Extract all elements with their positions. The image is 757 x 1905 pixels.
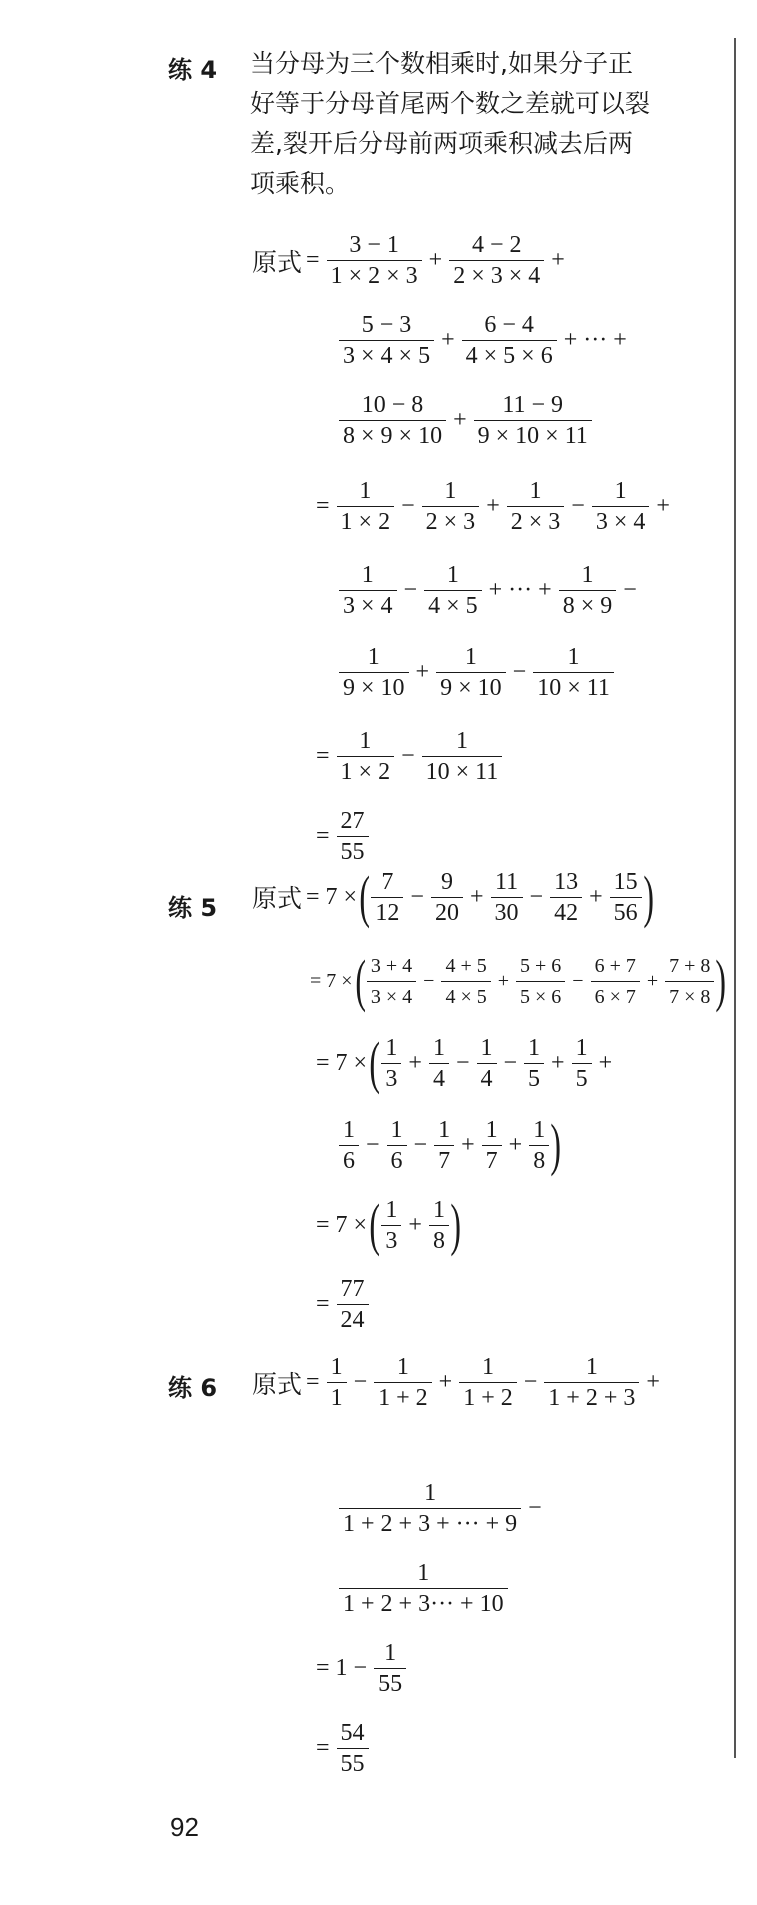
fraction: [459, 1354, 517, 1411]
denominator: 1 + 2: [459, 1382, 517, 1411]
left-paren: (: [354, 948, 366, 1013]
numerator: 54: [340, 1720, 365, 1746]
equals-sign: =: [306, 247, 320, 273]
operator: +: [497, 969, 510, 992]
fraction: [462, 312, 557, 369]
numerator: 1: [432, 1034, 445, 1061]
left-paren: (: [369, 1030, 381, 1095]
numerator: 1: [533, 1116, 546, 1143]
numerator: 9: [440, 868, 453, 895]
numerator: 1: [359, 728, 372, 754]
numerator: 11 − 9: [502, 392, 564, 418]
fraction: [482, 1117, 502, 1174]
numerator: 6 − 4: [484, 312, 534, 338]
numerator: 10 − 8: [361, 392, 424, 418]
numerator: 5 − 3: [361, 312, 412, 338]
operator: +: [646, 969, 659, 992]
fraction: [572, 1035, 592, 1092]
fraction: [381, 1197, 401, 1254]
fraction: [337, 1276, 369, 1333]
numerator: 3 + 4: [370, 954, 413, 977]
numerator: 1: [396, 1354, 409, 1380]
denominator: 4 × 5 × 6: [462, 340, 557, 369]
operator: +: [646, 1369, 660, 1395]
operator: + ··· +: [563, 327, 627, 353]
numerator: 27: [340, 808, 365, 834]
operator: +: [415, 659, 430, 685]
intro-line: 好等于分母首尾两个数之差就可以裂: [250, 89, 651, 118]
fraction: [524, 1035, 544, 1092]
fraction: [429, 1197, 449, 1254]
fraction: [434, 1117, 454, 1174]
fraction: [474, 392, 592, 449]
page-number: 92: [170, 1812, 199, 1842]
denominator: 1 × 2 × 3: [327, 260, 422, 289]
numerator: 77: [340, 1276, 365, 1302]
denominator: 6: [339, 1145, 359, 1174]
denominator: 4 × 5: [441, 981, 490, 1010]
numerator: 1: [385, 1034, 398, 1061]
fraction: [327, 1354, 347, 1411]
exercise-4-explanation: [250, 44, 650, 204]
denominator: 1 + 2 + 3: [544, 1382, 639, 1411]
operator: −: [403, 577, 418, 603]
right-paren: ): [450, 1192, 461, 1257]
equals-sign: =: [316, 1291, 330, 1317]
denominator: 1: [327, 1382, 347, 1411]
numerator: 1: [444, 478, 457, 504]
denominator: 2 × 3: [507, 506, 565, 535]
fraction: [339, 312, 434, 369]
operator: −: [353, 1369, 368, 1395]
equals-sign: =: [316, 493, 330, 519]
fraction: [592, 478, 650, 535]
operator: −: [512, 659, 527, 685]
numerator: 1: [614, 478, 627, 504]
fraction: [507, 478, 565, 535]
operator: −: [529, 883, 544, 910]
denominator: 2 × 3: [422, 506, 480, 535]
fraction: [339, 1480, 521, 1537]
numerator: 1: [567, 644, 580, 670]
denominator: 8 × 9: [559, 590, 617, 619]
denominator: 8: [529, 1145, 549, 1174]
exercise-5-label: 练 5: [168, 894, 218, 922]
numerator: 1: [575, 1034, 588, 1061]
ex4-row-4: [312, 478, 674, 535]
numerator: 1: [361, 562, 374, 588]
operator: +: [508, 1131, 523, 1158]
fraction: [422, 478, 480, 535]
fraction: [337, 728, 395, 785]
numerator: 1: [384, 1640, 397, 1666]
denominator: 4: [429, 1063, 449, 1092]
fraction: [367, 953, 416, 1010]
ex5-row-4: [336, 1112, 562, 1177]
numerator: 13: [554, 868, 579, 895]
ex4-row-3: [336, 392, 595, 449]
numerator: 1: [424, 1480, 437, 1506]
left-paren: (: [369, 1192, 381, 1257]
fraction: [550, 869, 582, 926]
numerator: 1: [367, 644, 380, 670]
numerator: 1: [446, 562, 459, 588]
numerator: 1: [485, 1116, 498, 1143]
fraction: [449, 232, 544, 289]
operator: −: [423, 969, 435, 992]
numerator: 1: [464, 644, 477, 670]
fraction: [429, 1035, 449, 1092]
ex5-result: [312, 1276, 372, 1333]
numerator: 1: [359, 478, 372, 504]
numerator: 1: [390, 1116, 403, 1143]
fraction: [491, 869, 523, 926]
fraction: [559, 562, 617, 619]
fraction: [374, 1354, 432, 1411]
denominator: 6 × 7: [591, 981, 640, 1010]
right-paren: ): [550, 1112, 562, 1177]
denominator: 9 × 10: [339, 672, 409, 701]
operator: +: [428, 247, 443, 273]
fraction: [339, 562, 397, 619]
operator: +: [408, 1049, 422, 1076]
numerator: 1: [385, 1196, 398, 1223]
denominator: 30: [491, 897, 523, 926]
ex5-row-1: [252, 864, 654, 929]
fraction: [424, 562, 482, 619]
denominator: 55: [337, 836, 369, 865]
numerator: 1: [455, 728, 468, 754]
equals-sign: =: [306, 1369, 320, 1395]
operator: +: [438, 1369, 453, 1395]
ex4-row-1: [252, 232, 569, 289]
operator: + ··· +: [488, 577, 552, 603]
denominator: 7: [434, 1145, 454, 1174]
denominator: 56: [610, 897, 642, 926]
equals-sign: =: [316, 743, 330, 769]
numerator: 1: [438, 1116, 451, 1143]
equals-sign: =: [316, 823, 330, 849]
equals-seven-times: = 7 ×: [316, 1211, 368, 1238]
operator: +: [656, 493, 670, 519]
equals-one-minus: = 1 −: [316, 1655, 368, 1681]
numerator: 15: [613, 868, 638, 895]
operator: +: [598, 1049, 613, 1076]
fraction: [374, 1640, 406, 1697]
denominator: 55: [374, 1668, 406, 1697]
denominator: 1 × 2: [337, 756, 395, 785]
operator: −: [528, 1495, 542, 1521]
numerator: 1: [343, 1116, 355, 1143]
numerator: 1: [529, 478, 542, 504]
operator: −: [401, 743, 415, 769]
original-expression-label: 原式: [252, 247, 303, 277]
intro-line: 差,裂开后分母前两项乘积减去后两: [250, 129, 633, 158]
denominator: 5 × 6: [516, 981, 565, 1010]
left-paren: (: [359, 864, 371, 929]
ex4-row-5: [336, 562, 641, 619]
denominator: 2 × 3 × 4: [449, 260, 544, 289]
numerator: 1: [481, 1354, 494, 1380]
operator: +: [453, 407, 467, 433]
fraction: [337, 808, 369, 865]
ex4-row-6: [336, 644, 617, 701]
fraction: [327, 232, 422, 289]
operator: −: [366, 1131, 380, 1158]
fraction: [337, 1720, 369, 1777]
numerator: 4 − 2: [471, 232, 522, 258]
denominator: 3 × 4 × 5: [339, 340, 434, 369]
original-expression-label: 原式: [252, 884, 303, 913]
denominator: 3: [381, 1063, 401, 1092]
numerator: 1: [528, 1034, 541, 1061]
fraction: [610, 869, 642, 926]
fraction: [591, 953, 640, 1010]
denominator: 3 × 4: [339, 590, 397, 619]
numerator: 1: [480, 1034, 493, 1061]
equals-seven-times: = 7 ×: [306, 883, 358, 910]
fraction: [371, 869, 403, 926]
denominator: 7: [482, 1145, 502, 1174]
denominator: 3 × 4: [367, 981, 416, 1010]
ex5-row-5: [312, 1192, 461, 1257]
denominator: 10 × 11: [422, 756, 503, 785]
denominator: 1 × 2: [337, 506, 395, 535]
fraction: [477, 1035, 497, 1092]
ex5-row-2: [306, 948, 727, 1013]
denominator: 4: [477, 1063, 497, 1092]
operator: +: [486, 493, 500, 519]
equals-seven-times: = 7 ×: [316, 1049, 368, 1076]
operator: +: [461, 1131, 475, 1158]
numerator: 6 + 7: [594, 954, 636, 977]
fraction: [529, 1117, 549, 1174]
denominator: 12: [371, 897, 403, 926]
operator: −: [571, 493, 585, 519]
denominator: 20: [431, 897, 463, 926]
page-right-rule: [734, 38, 736, 1758]
operator: −: [413, 1131, 428, 1158]
operator: +: [408, 1211, 422, 1238]
ex4-row-7: [312, 728, 505, 785]
ex4-result: [312, 808, 372, 865]
numerator: 3 − 1: [349, 232, 399, 258]
denominator: 1 + 2 + 3··· + 10: [339, 1588, 508, 1617]
denominator: 3: [381, 1225, 401, 1254]
denominator: 5: [572, 1063, 592, 1092]
fraction: [544, 1354, 639, 1411]
denominator: 4 × 5: [424, 590, 482, 619]
operator: +: [441, 327, 455, 353]
denominator: 1 + 2: [374, 1382, 432, 1411]
denominator: 5: [524, 1063, 544, 1092]
numerator: 1: [581, 562, 594, 588]
ex5-row-3: [312, 1030, 616, 1095]
operator: −: [455, 1049, 470, 1076]
numerator: 1: [417, 1560, 430, 1586]
fraction: [533, 644, 614, 701]
denominator: 3 × 4: [592, 506, 650, 535]
denominator: 24: [337, 1304, 369, 1333]
ex6-row-4: [312, 1640, 409, 1697]
denominator: 9 × 10 × 11: [474, 420, 592, 449]
numerator: 1: [432, 1196, 445, 1223]
ex6-row-3: [336, 1560, 511, 1617]
denominator: 10 × 11: [533, 672, 614, 701]
fraction: [339, 1117, 359, 1174]
operator: −: [523, 1369, 538, 1395]
fraction: [337, 478, 395, 535]
fraction: [441, 953, 490, 1010]
numerator: 7: [381, 868, 394, 895]
fraction: [339, 1560, 508, 1617]
operator: +: [551, 247, 565, 273]
operator: +: [469, 883, 484, 910]
ex6-row-1: [252, 1354, 664, 1411]
operator: −: [410, 883, 424, 910]
operator: +: [589, 883, 603, 910]
right-paren: ): [642, 864, 654, 929]
fraction: [516, 953, 565, 1010]
equals-sign: =: [316, 1735, 330, 1761]
numerator: 1: [330, 1354, 343, 1380]
denominator: 1 + 2 + 3 + ··· + 9: [339, 1508, 521, 1537]
fraction: [422, 728, 503, 785]
intro-line: 项乘积。: [250, 169, 351, 198]
fraction: [381, 1035, 401, 1092]
original-expression-label: 原式: [252, 1369, 303, 1399]
intro-line: 当分母为三个数相乘时,如果分子正: [250, 49, 633, 78]
denominator: 42: [550, 897, 582, 926]
denominator: 8: [429, 1225, 449, 1254]
fraction: [431, 869, 463, 926]
ex4-row-2: [336, 312, 631, 369]
operator: −: [401, 493, 415, 519]
ex6-row-2: [336, 1480, 546, 1537]
numerator: 1: [585, 1354, 598, 1380]
exercise-6-label: 练 6: [168, 1374, 218, 1402]
fraction: [436, 644, 506, 701]
fraction: [339, 392, 446, 449]
numerator: 7 + 8: [669, 954, 711, 977]
denominator: 55: [337, 1748, 369, 1777]
equals-seven-times: = 7 ×: [310, 969, 353, 992]
operator: −: [503, 1049, 518, 1076]
denominator: 8 × 9 × 10: [339, 420, 446, 449]
numerator: 5 + 6: [520, 954, 562, 977]
denominator: 6: [387, 1145, 407, 1174]
right-paren: ): [715, 948, 727, 1013]
numerator: 4 + 5: [445, 954, 487, 977]
exercise-4-label: 练 4: [168, 56, 218, 84]
ex6-result: [312, 1720, 372, 1777]
operator: −: [623, 577, 637, 603]
denominator: 7 × 8: [665, 981, 714, 1010]
fraction: [339, 644, 409, 701]
numerator: 11: [494, 868, 519, 895]
fraction: [665, 953, 714, 1010]
denominator: 9 × 10: [436, 672, 506, 701]
operator: +: [551, 1049, 565, 1076]
operator: −: [572, 969, 584, 992]
fraction: [387, 1117, 407, 1174]
